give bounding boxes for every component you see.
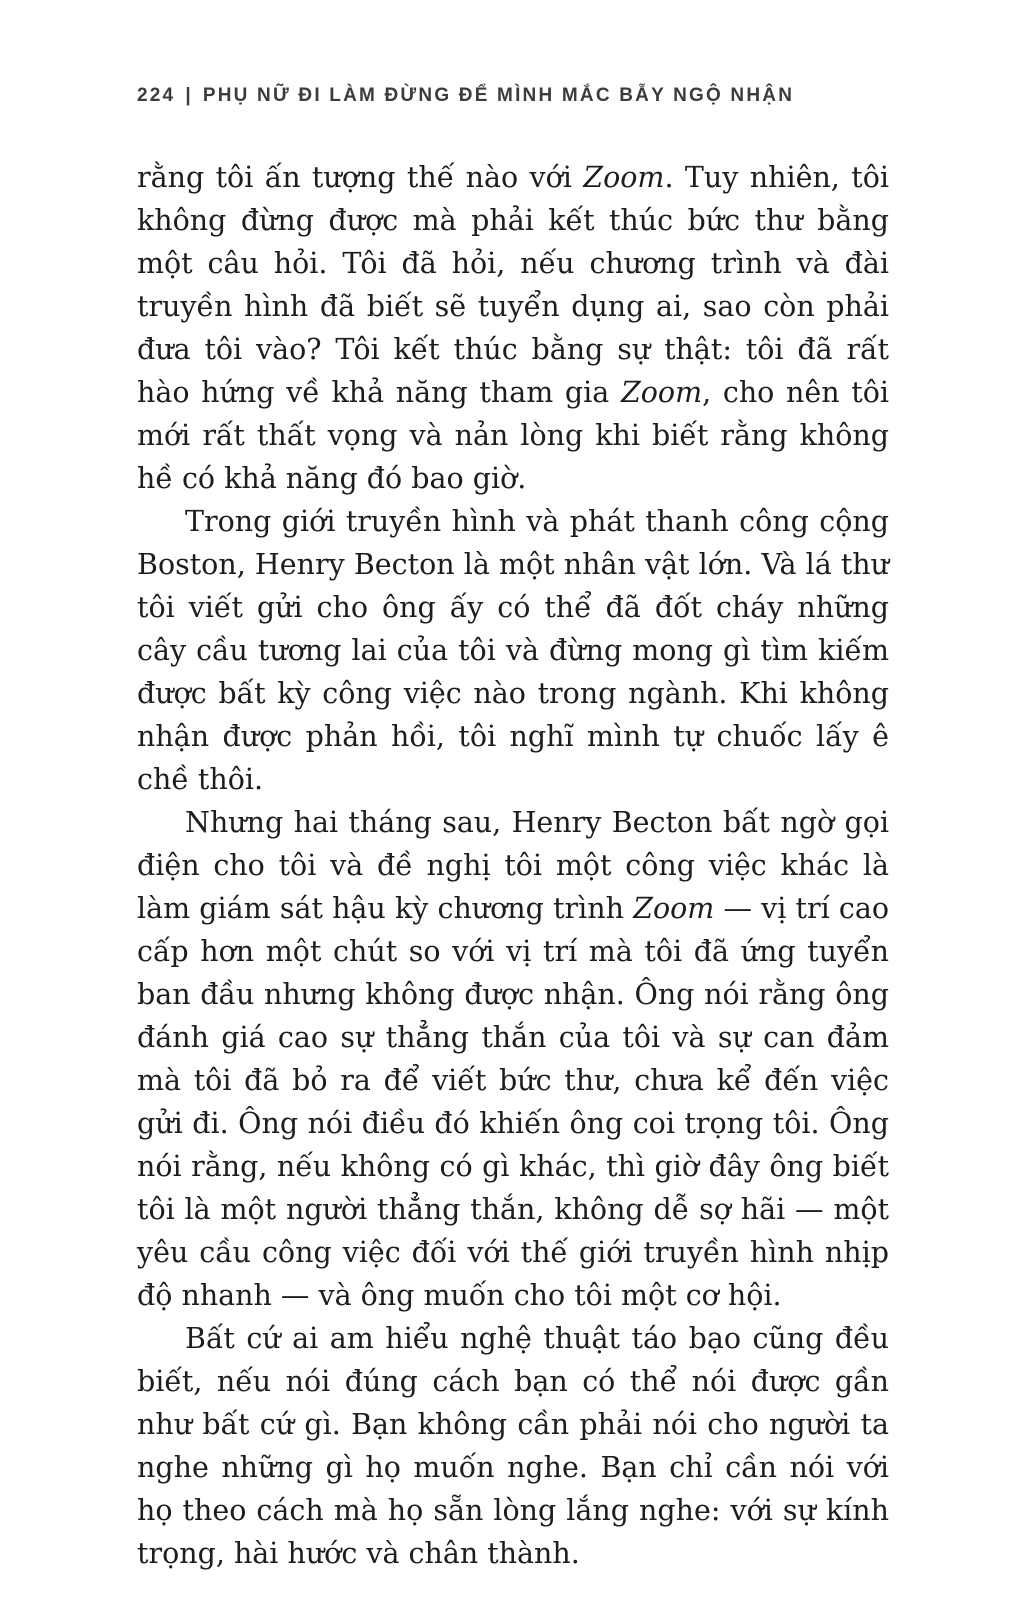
running-header: [137, 85, 897, 107]
text-segment: — vị trí cao cấp hơn một chút so với vị trí mà tôi đã ứng tuyển ban đầu nhưng không được nhận. Ông nói rằng ông đánh giá cao sự thẳng thắn của tôi và sự can đảm mà tôi đã bỏ ra để viết bức thư, chưa kể đến việc gửi đi. Ông nói điều đó khiến ông coi trọng tôi. Ông nói rằng, nếu không có gì khác, thì giờ đây ông biết tôi là một người thẳng thắn, không dễ sợ hãi — một yêu cầu công việc đối với thế giới truyền hình nhịp độ nhanh — và ông muốn cho tôi một cơ hội.: [137, 892, 889, 1312]
italic-text: Zoom: [620, 376, 703, 409]
text-segment: Trong giới truyền hình và phát thanh công cộng Boston, Henry Becton là một nhân vật lớn. Và lá thư tôi viết gửi cho ông ấy có thể đã đốt cháy những cây cầu tương lai của tôi và đừng mong gì tìm kiếm được bất kỳ công việc nào trong ngành. Khi không nhận được phản hồi, tôi nghĩ mình tự chuốc lấy ê chề thôi.: [137, 505, 889, 796]
text-segment: Bất cứ ai am hiểu nghệ thuật táo bạo cũng đều biết, nếu nói đúng cách bạn có thể nói được gần như bất cứ gì. Bạn không cần phải nói cho người ta nghe những gì họ muốn nghe. Bạn chỉ cần nói với họ theo cách mà họ sẵn lòng lắng nghe: với sự kính trọng, hài hước và chân thành.: [137, 1322, 889, 1570]
paragraph: [137, 801, 889, 1317]
italic-text: Zoom: [583, 161, 665, 194]
text-segment: rằng tôi ấn tượng thế nào với: [137, 161, 584, 194]
body-text: [137, 156, 889, 1575]
italic-text: Zoom: [633, 892, 715, 925]
header-separator: |: [185, 85, 193, 106]
paragraph: [137, 1317, 889, 1575]
text-segment: . Tuy nhiên, tôi không đừng được mà phải kết thúc bức thư bằng một câu hỏi. Tôi đã hỏi, nếu chương trình và đài truyền hình đã biết sẽ tuyển dụng ai, sao còn phải đưa tôi vào? Tôi kết thúc bằng sự thật: tôi đã rất hào hứng về khả năng tham gia: [137, 161, 889, 409]
header-title: PHỤ NỮ ĐI LÀM ĐỪNG ĐỂ MÌNH MẮC BẪY NGỘ NHẬN: [202, 85, 795, 106]
paragraph: [137, 156, 889, 500]
page-number: 224: [137, 85, 176, 106]
text-segment: , cho nên tôi mới rất thất vọng và nản lòng khi biết rằng không hề có khả năng đó bao giờ.: [137, 376, 890, 495]
paragraph: [137, 500, 889, 801]
text-segment: Nhưng hai tháng sau, Henry Becton bất ngờ gọi điện cho tôi và đề nghị tôi một công việc khác là làm giám sát hậu kỳ chương trình: [137, 806, 889, 925]
